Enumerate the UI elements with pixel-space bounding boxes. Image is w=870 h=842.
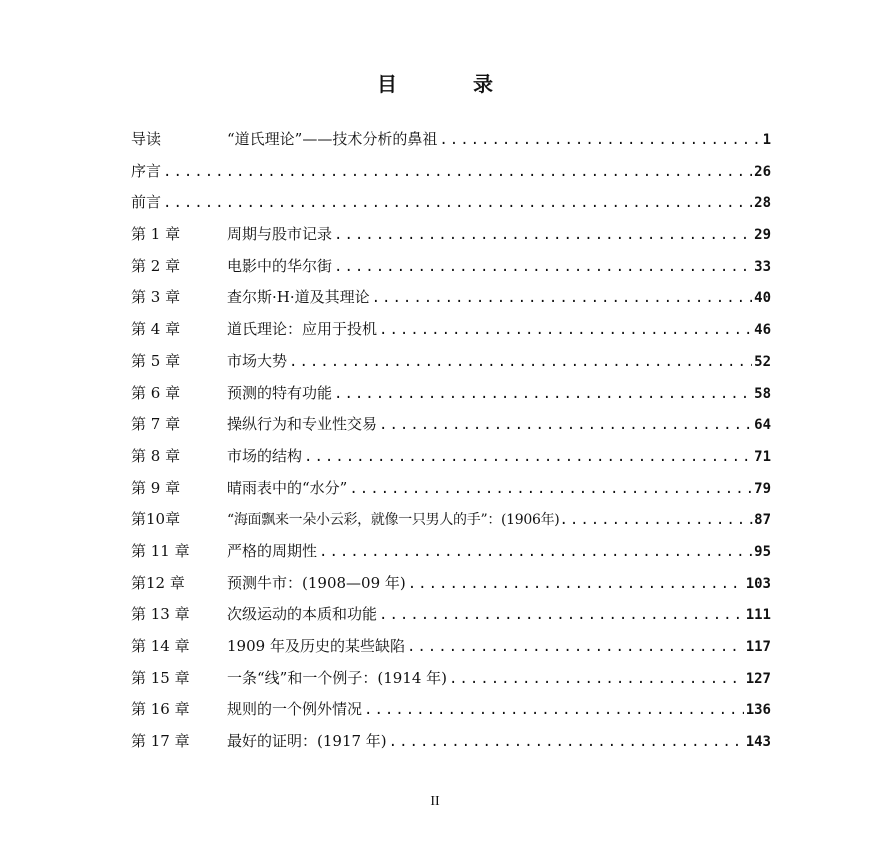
toc-page-number: 111 [745, 607, 771, 624]
toc-page-number: 71 [754, 448, 771, 465]
toc-dot-leader [163, 157, 752, 188]
toc-entry[interactable] [131, 441, 771, 473]
toc-entry-title: 严格的周期性 [227, 541, 318, 560]
toc-entry-title: 预测牛市：(1908—09 年) [227, 573, 406, 592]
toc-chapter-label: 第 17 章 [131, 732, 190, 751]
toc-chapter-label: 第 16 章 [131, 700, 190, 719]
table-of-contents [131, 124, 771, 758]
toc-page-number: 46 [754, 322, 771, 339]
toc-dot-leader [364, 695, 744, 726]
toc-dot-leader [407, 632, 744, 663]
toc-dot-leader [334, 220, 752, 251]
toc-entry[interactable] [131, 314, 771, 346]
toc-entry[interactable] [131, 409, 771, 441]
toc-page-number: 64 [754, 417, 771, 434]
toc-entry-title: 操纵行为和专业性交易 [227, 415, 378, 434]
toc-entry[interactable] [131, 473, 771, 505]
toc-entry[interactable] [131, 346, 771, 378]
toc-entry[interactable] [131, 156, 771, 188]
toc-page-number: 103 [745, 575, 771, 592]
toc-entry-title: 前言 [131, 193, 162, 212]
toc-chapter-label: 第 8 章 [131, 446, 181, 465]
toc-dot-leader [163, 188, 752, 219]
toc-page-number: 28 [754, 195, 771, 212]
toc-entry[interactable] [131, 251, 771, 283]
toc-dot-leader [559, 505, 754, 536]
toc-entry-title: 市场的结构 [227, 446, 303, 465]
toc-entry[interactable] [131, 663, 771, 695]
toc-entry-title: 1909 年及历史的某些缺陷 [227, 637, 405, 655]
toc-chapter-label: 第 3 章 [131, 288, 181, 307]
toc-entry-title: 次级运动的本质和功能 [227, 605, 378, 624]
toc-entry-title: 电影中的华尔街 [227, 256, 333, 275]
page-title: 目 录 [377, 72, 521, 96]
toc-chapter-label: 第 11 章 [131, 541, 190, 560]
toc-dot-leader [389, 727, 744, 758]
toc-entry-title: 查尔斯·H·道及其理论 [227, 288, 370, 307]
toc-entry[interactable] [131, 187, 771, 219]
toc-dot-leader [289, 347, 752, 378]
toc-entry-title: 最好的证明：(1917 年) [227, 732, 387, 751]
toc-chapter-label: 第 9 章 [131, 478, 181, 497]
toc-dot-leader [334, 379, 752, 410]
toc-entry[interactable] [131, 694, 771, 726]
toc-dot-leader [379, 410, 752, 441]
toc-chapter-label: 导读 [131, 130, 162, 148]
toc-dot-leader [349, 474, 752, 505]
toc-page-number: 33 [754, 258, 771, 275]
toc-chapter-label: 第 4 章 [131, 320, 181, 339]
toc-chapter-label: 第 14 章 [131, 637, 190, 655]
toc-dot-leader [372, 283, 753, 314]
toc-entry-title: 晴雨表中的“水分” [227, 478, 348, 497]
toc-entry-title: “海面飘来一朵小云彩，就像一只男人的手”：(1906年) [227, 512, 560, 529]
toc-entry-title: 道氏理论：应用于投机 [227, 320, 378, 339]
toc-page-number: 95 [754, 543, 771, 560]
toc-page-number: 29 [754, 227, 771, 244]
toc-chapter-label: 第 5 章 [131, 351, 181, 370]
toc-entry-title: 规则的一个例外情况 [227, 700, 363, 719]
toc-chapter-label: 第10章 [131, 510, 181, 529]
toc-entry[interactable] [131, 599, 771, 631]
toc-dot-leader [408, 569, 744, 600]
toc-entry-title: 预测的特有功能 [227, 383, 333, 402]
toc-chapter-label: 第 7 章 [131, 415, 181, 434]
toc-dot-leader [449, 664, 744, 695]
toc-page-number: 136 [745, 702, 771, 719]
toc-entry-title: “道氏理论”——技术分析的鼻祖 [227, 130, 438, 148]
toc-dot-leader [334, 252, 752, 283]
toc-entry-title: 序言 [131, 161, 162, 180]
toc-entry-title: 市场大势 [227, 351, 288, 370]
toc-entry[interactable] [131, 282, 771, 314]
toc-chapter-label: 第 15 章 [131, 668, 190, 687]
toc-chapter-label: 第 1 章 [131, 225, 181, 244]
toc-dot-leader [304, 442, 752, 473]
toc-dot-leader [439, 125, 760, 156]
toc-entry-title: 周期与股市记录 [227, 225, 333, 244]
toc-entry[interactable] [131, 219, 771, 251]
toc-page-number: 40 [754, 290, 771, 307]
toc-chapter-label: 第12 章 [131, 573, 185, 592]
toc-page-number: 58 [754, 385, 771, 402]
toc-chapter-label: 第 13 章 [131, 605, 190, 624]
toc-entry[interactable] [131, 568, 771, 600]
toc-page-number: 52 [754, 353, 771, 370]
toc-entry[interactable] [131, 378, 771, 410]
page-number: II [430, 794, 440, 809]
toc-page-number: 87 [754, 512, 771, 529]
toc-dot-leader [379, 315, 752, 346]
toc-page-number: 79 [754, 480, 771, 497]
toc-page-number: 1 [762, 132, 771, 148]
toc-page-number: 117 [745, 639, 771, 655]
toc-entry[interactable] [131, 726, 771, 758]
toc-page-number: 127 [745, 670, 771, 687]
toc-page-number: 143 [745, 734, 771, 751]
toc-entry[interactable] [131, 536, 771, 568]
toc-entry[interactable] [131, 631, 771, 663]
toc-dot-leader [379, 600, 744, 631]
toc-chapter-label: 第 2 章 [131, 256, 181, 275]
toc-page-number: 26 [754, 163, 771, 180]
toc-dot-leader [319, 537, 752, 568]
toc-chapter-label: 第 6 章 [131, 383, 181, 402]
toc-entry[interactable] [131, 504, 771, 536]
toc-entry-title: 一条“线”和一个例子：(1914 年) [227, 668, 447, 687]
toc-entry[interactable] [131, 124, 771, 156]
